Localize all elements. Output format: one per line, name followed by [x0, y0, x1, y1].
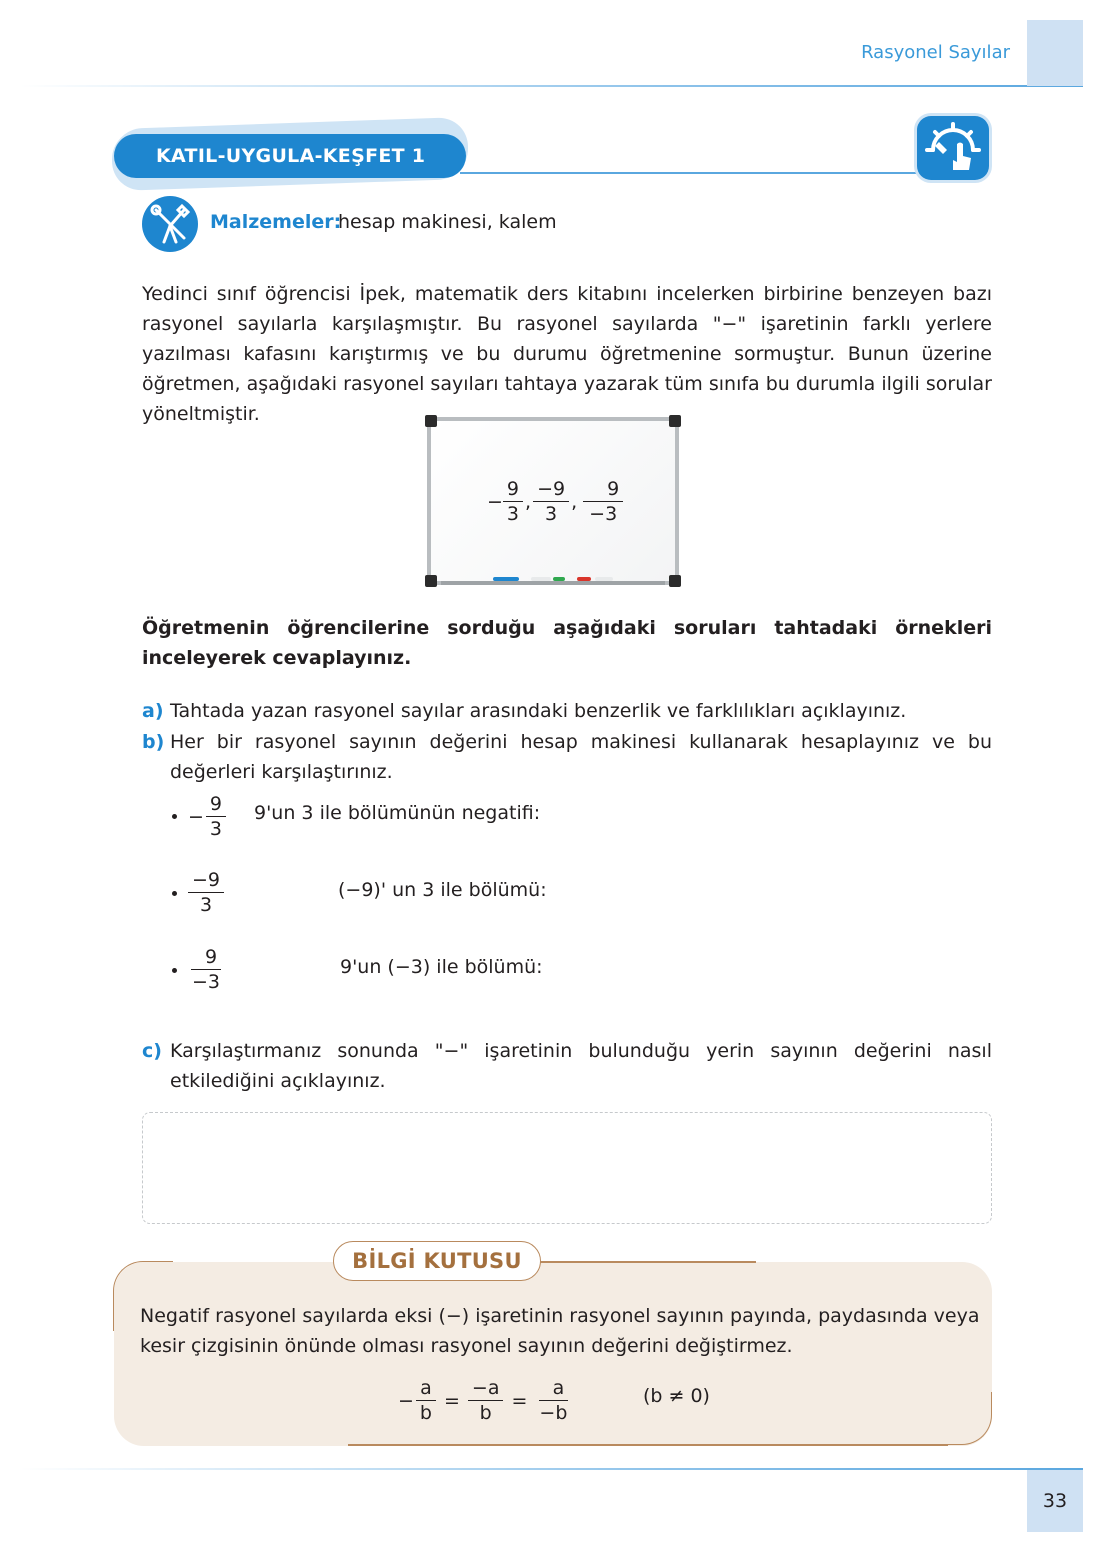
fraction-sign: − [398, 1389, 414, 1412]
question-label: c) [142, 1040, 162, 1062]
blue-marker [493, 577, 519, 581]
denominator: 3 [199, 894, 213, 916]
white-marker [531, 577, 551, 581]
red-marker [577, 577, 591, 581]
bullet-fraction [188, 792, 226, 841]
board-tray [441, 581, 665, 585]
fraction [206, 792, 226, 841]
info-frame-bottom [348, 1444, 948, 1446]
board-corner [669, 575, 681, 587]
denominator: b [479, 1402, 492, 1424]
question-text: Her bir rasyonel sayının değerini hesap makinesi kullanarak hesaplayınız ve bu değerleri karşılaştırınız. [170, 731, 992, 783]
footer-tab [1027, 1470, 1083, 1532]
fraction [188, 945, 224, 994]
whiteboard [427, 417, 679, 585]
chapter-title: Rasyonel Sayılar [861, 42, 1010, 63]
info-frame-top [540, 1261, 756, 1263]
bullet-dot [172, 814, 177, 819]
fraction-sign: − [188, 805, 204, 828]
fraction-sign: − [487, 490, 503, 513]
board-corner [425, 575, 437, 587]
question-text: Tahtada yazan rasyonel sayılar arasındaki benzerlik ve farklılıkları açıklayınız. [170, 700, 907, 722]
footer-rule [20, 1468, 1083, 1470]
denominator: −3 [589, 503, 618, 525]
info-title-badge [333, 1241, 541, 1281]
header-tab [1027, 20, 1083, 86]
numerator: 9 [503, 477, 523, 502]
denominator: 3 [209, 818, 223, 840]
question-text: Karşılaştırmanız sonunda "−" işaretinin bulunduğu yerin sayının değerini nasıl etkilediğini açıklayınız. [170, 1040, 992, 1092]
denominator: −b [539, 1402, 568, 1424]
numerator: −9 [188, 868, 224, 893]
board-fractions [487, 477, 623, 526]
bullet-text: 9'un (−3) ile bölümü: [340, 956, 543, 978]
info-condition: (b ≠ 0) [643, 1385, 710, 1407]
intro-paragraph: Yedinci sınıf öğrencisi İpek, matematik ders kitabını incelerken birbirine benzeyen bazı rasyonel sayılarla karşılaşmıştır. Bu rasyonel sayılarda "−" işaretinin farklı yerlere yazılması kafasını karıştırmış ve bu durumu öğretmenine sormuştur. Bunun üzerine öğretmen, aşağıdaki rasyonel sayıları tahtaya yazarak tüm sınıfa bu durumla ilgili sorular yöneltmiştir. [142, 283, 992, 425]
fraction [503, 477, 523, 526]
green-marker [553, 577, 565, 581]
bullet-fraction [188, 945, 224, 994]
board-corner [669, 415, 681, 427]
bullet-fraction [188, 868, 224, 917]
bullet-dot [172, 968, 177, 973]
materials-label: Malzemeler: [210, 211, 342, 233]
fraction [535, 1376, 571, 1425]
white-marker [595, 577, 613, 581]
denominator: 3 [506, 503, 520, 525]
fraction [188, 868, 224, 917]
equals-sign: = [511, 1389, 528, 1412]
section-title: KATIL-UYGULA-KEŞFET 1 [156, 145, 426, 167]
denominator: −3 [192, 971, 221, 993]
numerator: 9 [583, 477, 623, 502]
tools-icon [142, 196, 198, 252]
numerator: 9 [206, 792, 226, 817]
answer-box[interactable] [142, 1112, 992, 1224]
separator: , [525, 490, 532, 513]
board-corner [425, 415, 437, 427]
fraction [416, 1376, 436, 1425]
question-label: a) [142, 700, 164, 722]
bullet-text: 9'un 3 ile bölümünün negatifi: [254, 802, 541, 824]
denominator: b [419, 1402, 432, 1424]
info-title: BİLGİ KUTUSU [352, 1249, 522, 1273]
separator: , [571, 490, 578, 513]
equals-sign: = [443, 1389, 460, 1412]
gear-hand-icon [917, 116, 989, 180]
numerator: a [539, 1376, 569, 1401]
info-formula [398, 1376, 571, 1425]
question-b [142, 727, 992, 787]
denominator: 3 [545, 503, 558, 525]
fraction [468, 1376, 504, 1425]
instruction: Öğretmenin öğrencilerine sorduğu aşağıdaki soruları tahtadaki örnekleri inceleyerek cevaplayınız. [142, 617, 992, 669]
question-label: b) [142, 731, 165, 753]
bullet-dot [172, 891, 177, 896]
page-number: 33 [1042, 1490, 1068, 1512]
question-a [142, 696, 992, 726]
banner-rule [460, 172, 930, 174]
question-c [142, 1036, 992, 1096]
numerator: a [416, 1376, 436, 1401]
info-text: Negatif rasyonel sayılarda eksi (−) işaretinin rasyonel sayının payında, paydasında veya kesir çizgisinin önünde olması rasyonel sayının değerini değiştirmez. [140, 1305, 980, 1357]
numerator: −9 [533, 477, 569, 502]
numerator: −a [468, 1376, 504, 1401]
fraction [533, 477, 569, 526]
header-rule [20, 85, 1083, 87]
materials-value: hesap makinesi, kalem [338, 211, 557, 233]
numerator: 9 [191, 945, 221, 970]
bullet-text: (−9)' un 3 ile bölümü: [338, 879, 547, 901]
section-banner [114, 134, 466, 178]
fraction [583, 477, 623, 526]
